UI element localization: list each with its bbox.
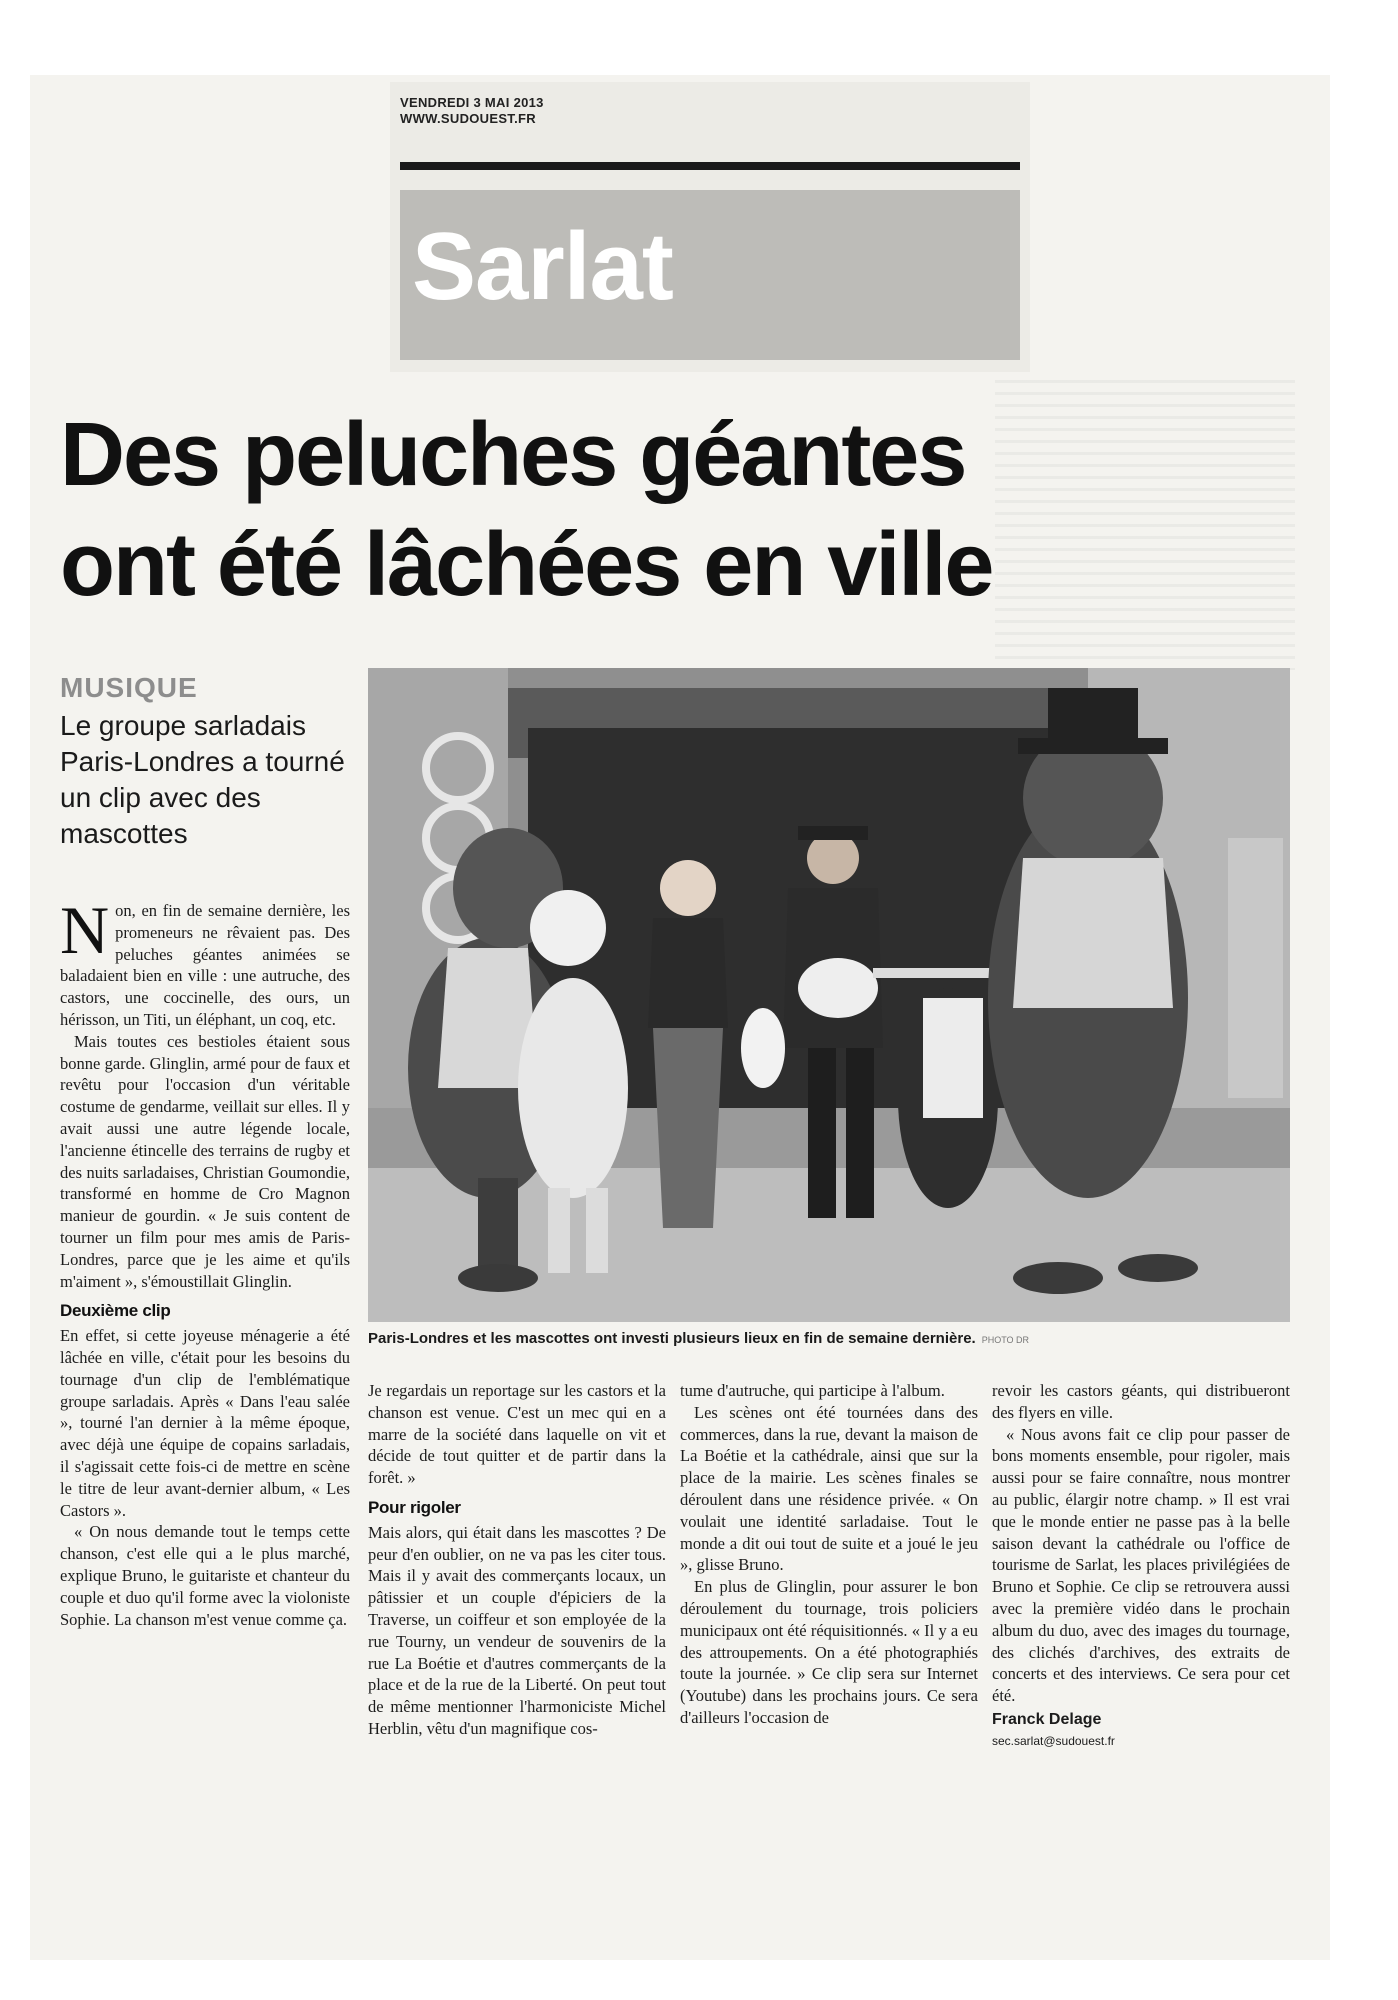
subheadline: Le groupe sarladais Paris-Londres a tourné un clip avec des mascottes xyxy=(60,710,345,849)
headline xyxy=(60,400,1260,620)
article-column-3 xyxy=(680,1380,978,1729)
intertitle-deuxieme-clip: Deuxième clip xyxy=(60,1301,171,1321)
article-photo xyxy=(368,668,1290,1322)
lead-paragraph: Non, en fin de semaine dernière, les promeneurs ne rêvaient pas. Des peluches géantes animées se baladaient bien en ville : une autruche, des castors, une coccinelle, des ours, un hérisson, un Titi, un éléphant, un coq, etc. xyxy=(60,892,350,1029)
article-column-4 xyxy=(992,1380,1290,1753)
paragraph: Mais toutes ces bestioles étaient sous bonne garde. Glinglin, armé pour de faux et revêtu pour l'occasion d'un véritable costume de gendarme, veillait sur elles. Il y avait aussi une autre légende locale, l'ancienne étincelle des terrains de rugby et des nuits sarladaises, Christian Goumondie, transformé en homme de Cro Magnon manieur de gourdin. « Je suis content de tourner un film pour mes amis de Paris-Londres, parce que je les aime et qu'ils m'aiment », s'émoustillait Glinglin. xyxy=(60,1031,350,1291)
article-column-2 xyxy=(368,1380,666,1740)
caption-text: Paris-Londres et les mascottes ont investi plusieurs lieux en fin de semaine dernière. xyxy=(368,1330,976,1347)
section-title: Sarlat xyxy=(412,213,673,320)
photo-caption xyxy=(368,1330,1290,1347)
drop-cap: N xyxy=(60,892,110,968)
paragraph: Je regardais un reportage sur les castors et la chanson est venue. C'est un mec qui en a marre de la société dans laquelle on vit et décide de tout quitter et de partir dans la forêt. » xyxy=(368,1381,666,1488)
issue-date: VENDREDI 3 MAI 2013 xyxy=(400,95,544,110)
author-email: sec.sarlat@sudouest.fr xyxy=(992,1733,1115,1748)
photo-illustration xyxy=(368,668,1290,1322)
paragraph: « Nous avons fait ce clip pour passer de bons moments ensemble, pour rigoler, mais aussi pour se faire connaître, nous montrer au public, élargir notre champ. » Il est vrai que le monde entier ne passe pas à la belle saison devant la cathédrale ou l'office de tourisme de Sarlat, les places privilégiées de Bruno et Sophie. Ce clip se retrouvera aussi avec la première vidéo dans le prochain album du duo, avec des images du tournage, des clichés d'archives, des extraits de concerts et des interviews. Ce sera pour cet été. xyxy=(992,1424,1290,1706)
masthead-rule xyxy=(400,162,1020,170)
paragraph: « On nous demande tout le temps cette chanson, c'est elle qui a le plus marché, explique Bruno, le guitariste et chanteur du couple et duo qu'il forme avec la violoniste Sophie. La chanson m'est venue comme ça. xyxy=(60,1522,350,1629)
kicker: MUSIQUE xyxy=(60,672,198,703)
paragraph: Mais alors, qui était dans les mascottes ? De peur d'en oublier, on ne va pas les citer tous. Mais il y avait des commerçants locaux, un pâtissier et un couple d'épiciers de la Traverse, un coiffeur et son employée de la rue Tourny, un vendeur de souvenirs de la rue La Boétie et d'autres commerçants de la place et de la rue de la Liberté. On peut tout de même mentionner l'harmoniciste Michel Herblin, vêtu d'un magnifique cos- xyxy=(368,1522,666,1738)
article-column-1 xyxy=(60,892,350,1630)
paragraph: En plus de Glinglin, pour assurer le bon déroulement du tournage, trois policiers municipaux ont été réquisitionnés. « Il y a eu des attroupements. On a été photographiés toute la journée. » Ce clip sera sur Internet (Youtube) dans les prochains jours. Ce sera d'ailleurs l'occasion de xyxy=(680,1577,978,1727)
author-byline: Franck Delage xyxy=(992,1710,1102,1728)
paragraph: revoir les castors géants, qui distribueront des flyers en ville. xyxy=(992,1381,1290,1422)
photo-credit: PHOTO DR xyxy=(981,1335,1030,1345)
headline-line-1: Des peluches géantes xyxy=(60,405,966,505)
masthead-dateline xyxy=(400,95,544,127)
paragraph: Les scènes ont été tournées dans des commerces, dans la rue, devant la maison de La Boétie et la cathédrale, ainsi que sur la place de la mairie. Les scènes finales se déroulent dans une résidence privée. « On voulait une identité sarladaise. Tout le monde a dit oui tout de suite et a joué le jeu », glisse Bruno. xyxy=(680,1402,978,1575)
paragraph: tume d'autruche, qui participe à l'album. xyxy=(680,1381,945,1400)
headline-line-2: ont été lâchées en ville xyxy=(60,515,993,615)
paragraph: En effet, si cette joyeuse ménagerie a été lâchée en ville, c'était pour les besoins du tournage d'un clip de l'emblématique groupe sarladais. Après « Dans l'eau salée », tourné l'an dernier à la même époque, avec déjà une équipe de copains sarladais, il s'agissait cette fois-ci de mettre en scène le titre de leur avant-dernier album, « Les Castors ». xyxy=(60,1326,350,1520)
intertitle-pour-rigoler: Pour rigoler xyxy=(368,1497,461,1517)
website-url: WWW.SUDOUEST.FR xyxy=(400,111,536,126)
